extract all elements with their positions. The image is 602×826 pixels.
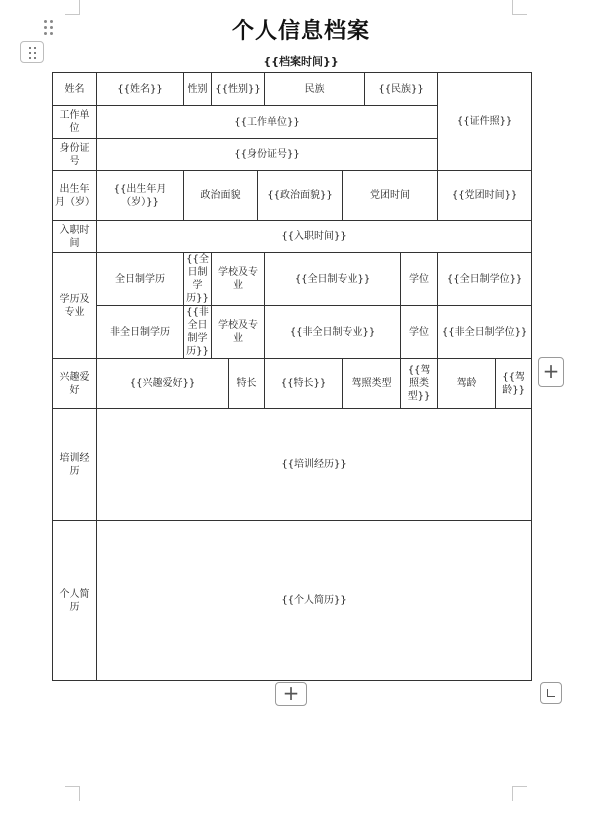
gender-field[interactable]: {{性别}} — [212, 73, 265, 106]
page-corner-mark — [65, 786, 80, 801]
parttime-major-field[interactable]: {{非全日制专业}} — [265, 306, 401, 359]
party-time-field[interactable]: {{党团时间}} — [438, 171, 532, 221]
table-resize-handle-button[interactable] — [540, 682, 562, 704]
party-time-label: 党团时间 — [343, 171, 438, 221]
ethnicity-field[interactable]: {{民族}} — [365, 73, 438, 106]
fulltime-major-field[interactable]: {{全日制专业}} — [265, 253, 401, 306]
personal-info-table — [52, 72, 532, 681]
parttime-school-major-label: 学校及专业 — [212, 306, 265, 359]
archive-time-field: {{档案时间}} — [263, 55, 339, 68]
hobbies-label: 兴趣爱好 — [53, 359, 97, 409]
specialty-label: 特长 — [229, 359, 265, 409]
gender-label: 性别 — [184, 73, 212, 106]
page-corner-mark — [512, 786, 527, 801]
license-type-field[interactable]: {{驾照类型}} — [401, 359, 438, 409]
personal-resume-label: 个人简历 — [53, 521, 97, 681]
driving-age-label: 驾龄 — [438, 359, 496, 409]
political-status-field[interactable]: {{政治面貌}} — [258, 171, 343, 221]
hobbies-field[interactable]: {{兴趣爱好}} — [97, 359, 229, 409]
document-title: 个人信息档案 — [231, 18, 370, 44]
fulltime-education-field[interactable]: {{全日制学历}} — [184, 253, 212, 306]
ethnicity-label: 民族 — [265, 73, 365, 106]
fulltime-school-major-label: 学校及专业 — [212, 253, 265, 306]
personal-resume-field[interactable]: {{个人简历}} — [97, 521, 532, 681]
birth-date-field[interactable]: {{出生年月（岁）}} — [97, 171, 184, 221]
entry-date-field[interactable]: {{入职时间}} — [97, 221, 532, 253]
name-field[interactable]: {{姓名}} — [97, 73, 184, 106]
plus-icon: + — [282, 681, 300, 705]
id-photo-field[interactable]: {{证件照}} — [438, 73, 532, 171]
specialty-field[interactable]: {{特长}} — [265, 359, 343, 409]
driving-age-field[interactable]: {{驾龄}} — [496, 359, 532, 409]
education-major-label: 学历及专业 — [53, 253, 97, 359]
parttime-degree-field[interactable]: {{非全日制学位}} — [438, 306, 532, 359]
id-number-label: 身份证号 — [53, 139, 97, 171]
id-number-field[interactable]: {{身份证号}} — [97, 139, 438, 171]
add-column-button[interactable] — [538, 357, 564, 387]
parttime-degree-label: 学位 — [401, 306, 438, 359]
fulltime-education-label: 全日制学历 — [97, 253, 184, 306]
plus-icon: + — [542, 359, 560, 383]
work-unit-field[interactable]: {{工作单位}} — [97, 106, 438, 139]
page-corner-mark — [512, 0, 527, 15]
fulltime-degree-label: 学位 — [401, 253, 438, 306]
add-row-button[interactable] — [275, 682, 307, 706]
birth-date-label: 出生年月（岁） — [53, 171, 97, 221]
resize-corner-icon — [547, 689, 555, 697]
work-unit-label: 工作单位 — [53, 106, 97, 139]
parttime-education-label: 非全日制学历 — [97, 306, 184, 359]
page-corner-mark — [65, 0, 80, 15]
entry-date-label: 入职时间 — [53, 221, 97, 253]
training-history-field[interactable]: {{培训经历}} — [97, 409, 532, 521]
fulltime-degree-field[interactable]: {{全日制学位}} — [438, 253, 532, 306]
name-label: 姓名 — [53, 73, 97, 106]
training-history-label: 培训经历 — [53, 409, 97, 521]
license-type-label: 驾照类型 — [343, 359, 401, 409]
parttime-education-field[interactable]: {{非全日制学历}} — [184, 306, 212, 359]
political-status-label: 政治面貌 — [184, 171, 258, 221]
